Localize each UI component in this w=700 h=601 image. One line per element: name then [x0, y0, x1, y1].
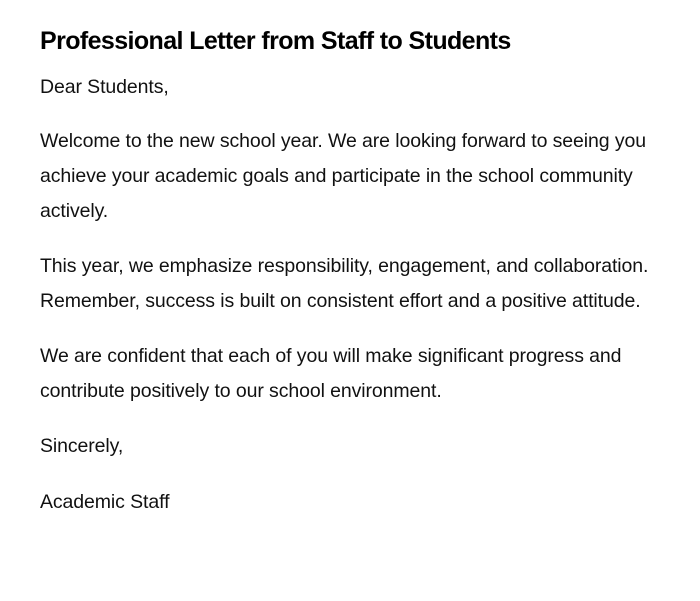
letter-signature: Academic Staff [40, 491, 170, 513]
letter-paragraph-values: This year, we emphasize responsibility, engagement, and collaboration. Remember, success is built on consistent effort and a positive attitude. [40, 255, 649, 312]
letter-title: Professional Letter from Staff to Students [40, 27, 511, 55]
letter-closing: Sincerely, [40, 435, 124, 457]
letter-salutation: Dear Students, [40, 76, 169, 98]
letter-paragraph-welcome: Welcome to the new school year. We are looking forward to seeing you achieve your academic goals and participate in the school community actively. [40, 130, 646, 222]
letter-paragraph-confidence: We are confident that each of you will make significant progress and contribute positively to our school environment. [40, 345, 622, 402]
